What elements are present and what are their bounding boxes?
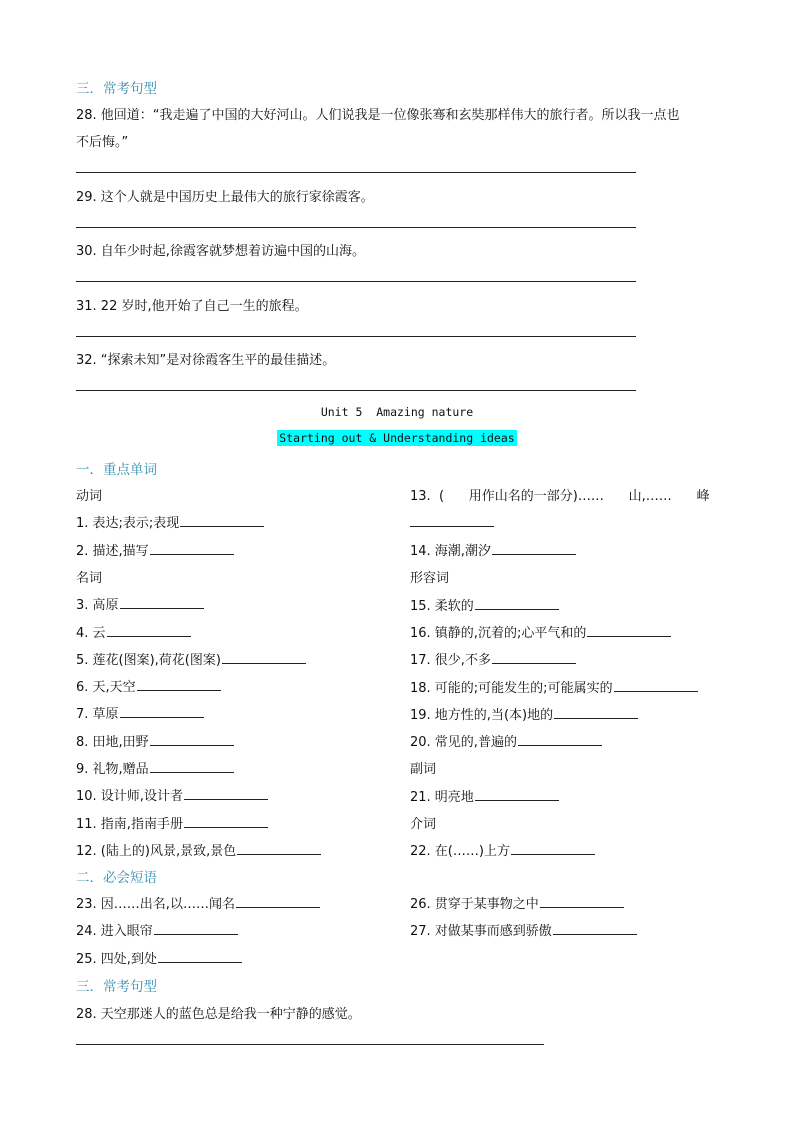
vocab-item bbox=[76, 731, 234, 750]
answer-blank bbox=[120, 607, 204, 609]
answer-blank bbox=[137, 689, 221, 691]
vocab-item bbox=[76, 785, 268, 804]
question-29: 29. 这个人就是中国历史上最伟大的旅行家徐霞客。 bbox=[76, 190, 374, 205]
question-28-bottom: 28. 天空那迷人的蓝色总是给我一种宁静的感觉。 bbox=[76, 1007, 361, 1022]
vocab-item bbox=[410, 540, 576, 559]
vocab-item bbox=[410, 704, 638, 723]
answer-blank bbox=[614, 690, 698, 692]
answer-blank bbox=[222, 662, 306, 664]
word-class-text: 形容词 bbox=[410, 571, 450, 587]
vocab-item-text: 6. 天,天空 bbox=[76, 680, 136, 696]
vocab-item bbox=[76, 840, 321, 859]
answer-blank bbox=[184, 826, 268, 828]
vocab-item-text: 3. 高原 bbox=[76, 598, 119, 614]
phrase-item-text: 27. 对做某事而感到骄傲 bbox=[410, 924, 552, 940]
answer-blank bbox=[492, 553, 576, 555]
answer-line-32 bbox=[76, 390, 636, 391]
question-28-line-2: 不后悔。” bbox=[76, 135, 129, 150]
answer-line-30 bbox=[76, 281, 636, 282]
vocab-item-text: 10. 设计师,设计者 bbox=[76, 789, 183, 805]
answer-blank bbox=[475, 799, 559, 801]
word-class-text: 名词 bbox=[76, 570, 103, 586]
vocab-item-text: 2. 描述,描写 bbox=[76, 543, 149, 559]
word-class-label bbox=[76, 567, 102, 586]
vocab-item-text: 16. 镇静的,沉着的;心平气和的 bbox=[410, 625, 587, 641]
vocab-item-text: 20. 常见的,普遍的 bbox=[410, 735, 517, 751]
word-class-text: 副词 bbox=[410, 762, 437, 778]
question-32: 32. “探索未知”是对徐霞客生平的最佳描述。 bbox=[76, 353, 336, 368]
vocab-item-text: 5. 莲花(图案),荷花(图案) bbox=[76, 652, 221, 668]
phrase-item-text: 25. 四处,到处 bbox=[76, 951, 157, 967]
phrase-item bbox=[76, 948, 242, 967]
vocab-item-text: 19. 地方性的,当(本)地的 bbox=[410, 707, 554, 723]
vocab-item-text: 1. 表达;表示;表现 bbox=[76, 516, 180, 532]
vocab-item bbox=[76, 649, 306, 668]
word-class-label bbox=[410, 758, 436, 777]
vocab-blank-13 bbox=[410, 526, 494, 527]
word-class-label bbox=[76, 485, 102, 504]
vocab-item bbox=[410, 677, 698, 696]
answer-line-28 bbox=[76, 172, 636, 173]
vocab-item-text: 11. 指南,指南手册 bbox=[76, 816, 183, 832]
answer-blank bbox=[150, 771, 234, 773]
answer-blank bbox=[237, 853, 321, 855]
vocab-item-text: 12. (陆上的)风景,景致,景色 bbox=[76, 843, 237, 859]
vocab-item bbox=[410, 786, 559, 805]
answer-blank bbox=[236, 906, 320, 908]
phrase-item-text: 24. 进入眼帘 bbox=[76, 924, 153, 940]
answer-blank bbox=[511, 853, 595, 855]
answer-blank bbox=[553, 933, 637, 935]
vocab-item-text: 4. 云 bbox=[76, 625, 106, 641]
vocab-item-13: 13. ( 用作山名的一部分)…… 山,…… 峰 bbox=[410, 489, 710, 504]
vocab-item bbox=[410, 840, 595, 859]
vocab-item-text: 8. 田地,田野 bbox=[76, 734, 149, 750]
answer-blank bbox=[150, 744, 234, 746]
vocab-item bbox=[76, 512, 264, 531]
phrase-item-text: 23. 因……出名,以……闻名 bbox=[76, 897, 235, 912]
phrase-item-text: 26. 贯穿于某事物之中 bbox=[410, 897, 539, 912]
unit-subtitle: Starting out & Understanding ideas bbox=[279, 431, 515, 445]
word-class-label bbox=[410, 813, 436, 832]
section-heading-phrases: 二．必会短语 bbox=[76, 870, 157, 886]
vocab-item-text: 18. 可能的;可能发生的;可能属实的 bbox=[410, 680, 613, 696]
vocab-item bbox=[410, 731, 602, 750]
vocab-item-text: 21. 明亮地 bbox=[410, 789, 474, 805]
vocab-item-text: 14. 海潮,潮汐 bbox=[410, 544, 491, 559]
answer-blank bbox=[518, 744, 602, 746]
vocab-item bbox=[76, 703, 204, 722]
unit-subtitle-wrap bbox=[0, 431, 794, 446]
answer-blank bbox=[184, 798, 268, 800]
vocab-item bbox=[410, 622, 671, 641]
answer-blank bbox=[158, 961, 242, 963]
vocab-item bbox=[410, 595, 559, 614]
answer-blank bbox=[150, 553, 234, 555]
vocab-item bbox=[76, 676, 221, 695]
vocab-item bbox=[76, 594, 204, 613]
vocab-item-text: 22. 在(……)上方 bbox=[410, 844, 510, 860]
answer-line-31 bbox=[76, 336, 636, 337]
answer-blank bbox=[120, 716, 204, 718]
phrase-item bbox=[76, 920, 238, 939]
vocab-item bbox=[76, 813, 268, 832]
answer-blank bbox=[554, 717, 638, 719]
vocab-item-text: 7. 草原 bbox=[76, 707, 119, 723]
unit-title: Unit 5 Amazing nature bbox=[320, 405, 474, 419]
answer-blank bbox=[154, 933, 238, 935]
section-heading-vocab: 一．重点单词 bbox=[76, 462, 157, 478]
answer-blank bbox=[587, 635, 671, 637]
answer-blank bbox=[180, 525, 264, 527]
vocab-item bbox=[410, 649, 576, 668]
question-31: 31. 22 岁时,他开始了自己一生的旅程。 bbox=[76, 299, 308, 314]
word-class-text: 动词 bbox=[76, 489, 103, 504]
vocab-item bbox=[76, 540, 234, 559]
phrase-item bbox=[76, 893, 320, 912]
phrase-item bbox=[410, 920, 637, 939]
answer-blank bbox=[107, 635, 191, 637]
question-30: 30. 自年少时起,徐霞客就梦想着访遍中国的山海。 bbox=[76, 244, 365, 259]
vocab-item bbox=[76, 758, 234, 777]
word-class-text: 介词 bbox=[410, 817, 437, 832]
word-class-label bbox=[410, 567, 449, 586]
answer-blank bbox=[492, 662, 576, 664]
answer-blank bbox=[540, 906, 624, 908]
question-28-line-1: 28. 他回道：“我走遍了中国的大好河山。人们说我是一位像张骞和玄奘那样伟大的旅行者。所以我一点也 bbox=[76, 108, 680, 123]
section-heading-sentences-top: 三．常考句型 bbox=[76, 81, 157, 97]
phrase-item bbox=[410, 893, 624, 912]
vocab-item-text: 9. 礼物,赠品 bbox=[76, 762, 149, 777]
answer-line-29 bbox=[76, 227, 636, 228]
vocab-item-text: 17. 很少,不多 bbox=[410, 653, 491, 669]
section-heading-sentences-bottom: 三．常考句型 bbox=[76, 979, 157, 995]
answer-line-28-bottom bbox=[76, 1044, 544, 1045]
vocab-item-text: 15. 柔软的 bbox=[410, 598, 474, 614]
vocab-item bbox=[76, 622, 191, 641]
answer-blank bbox=[475, 608, 559, 610]
